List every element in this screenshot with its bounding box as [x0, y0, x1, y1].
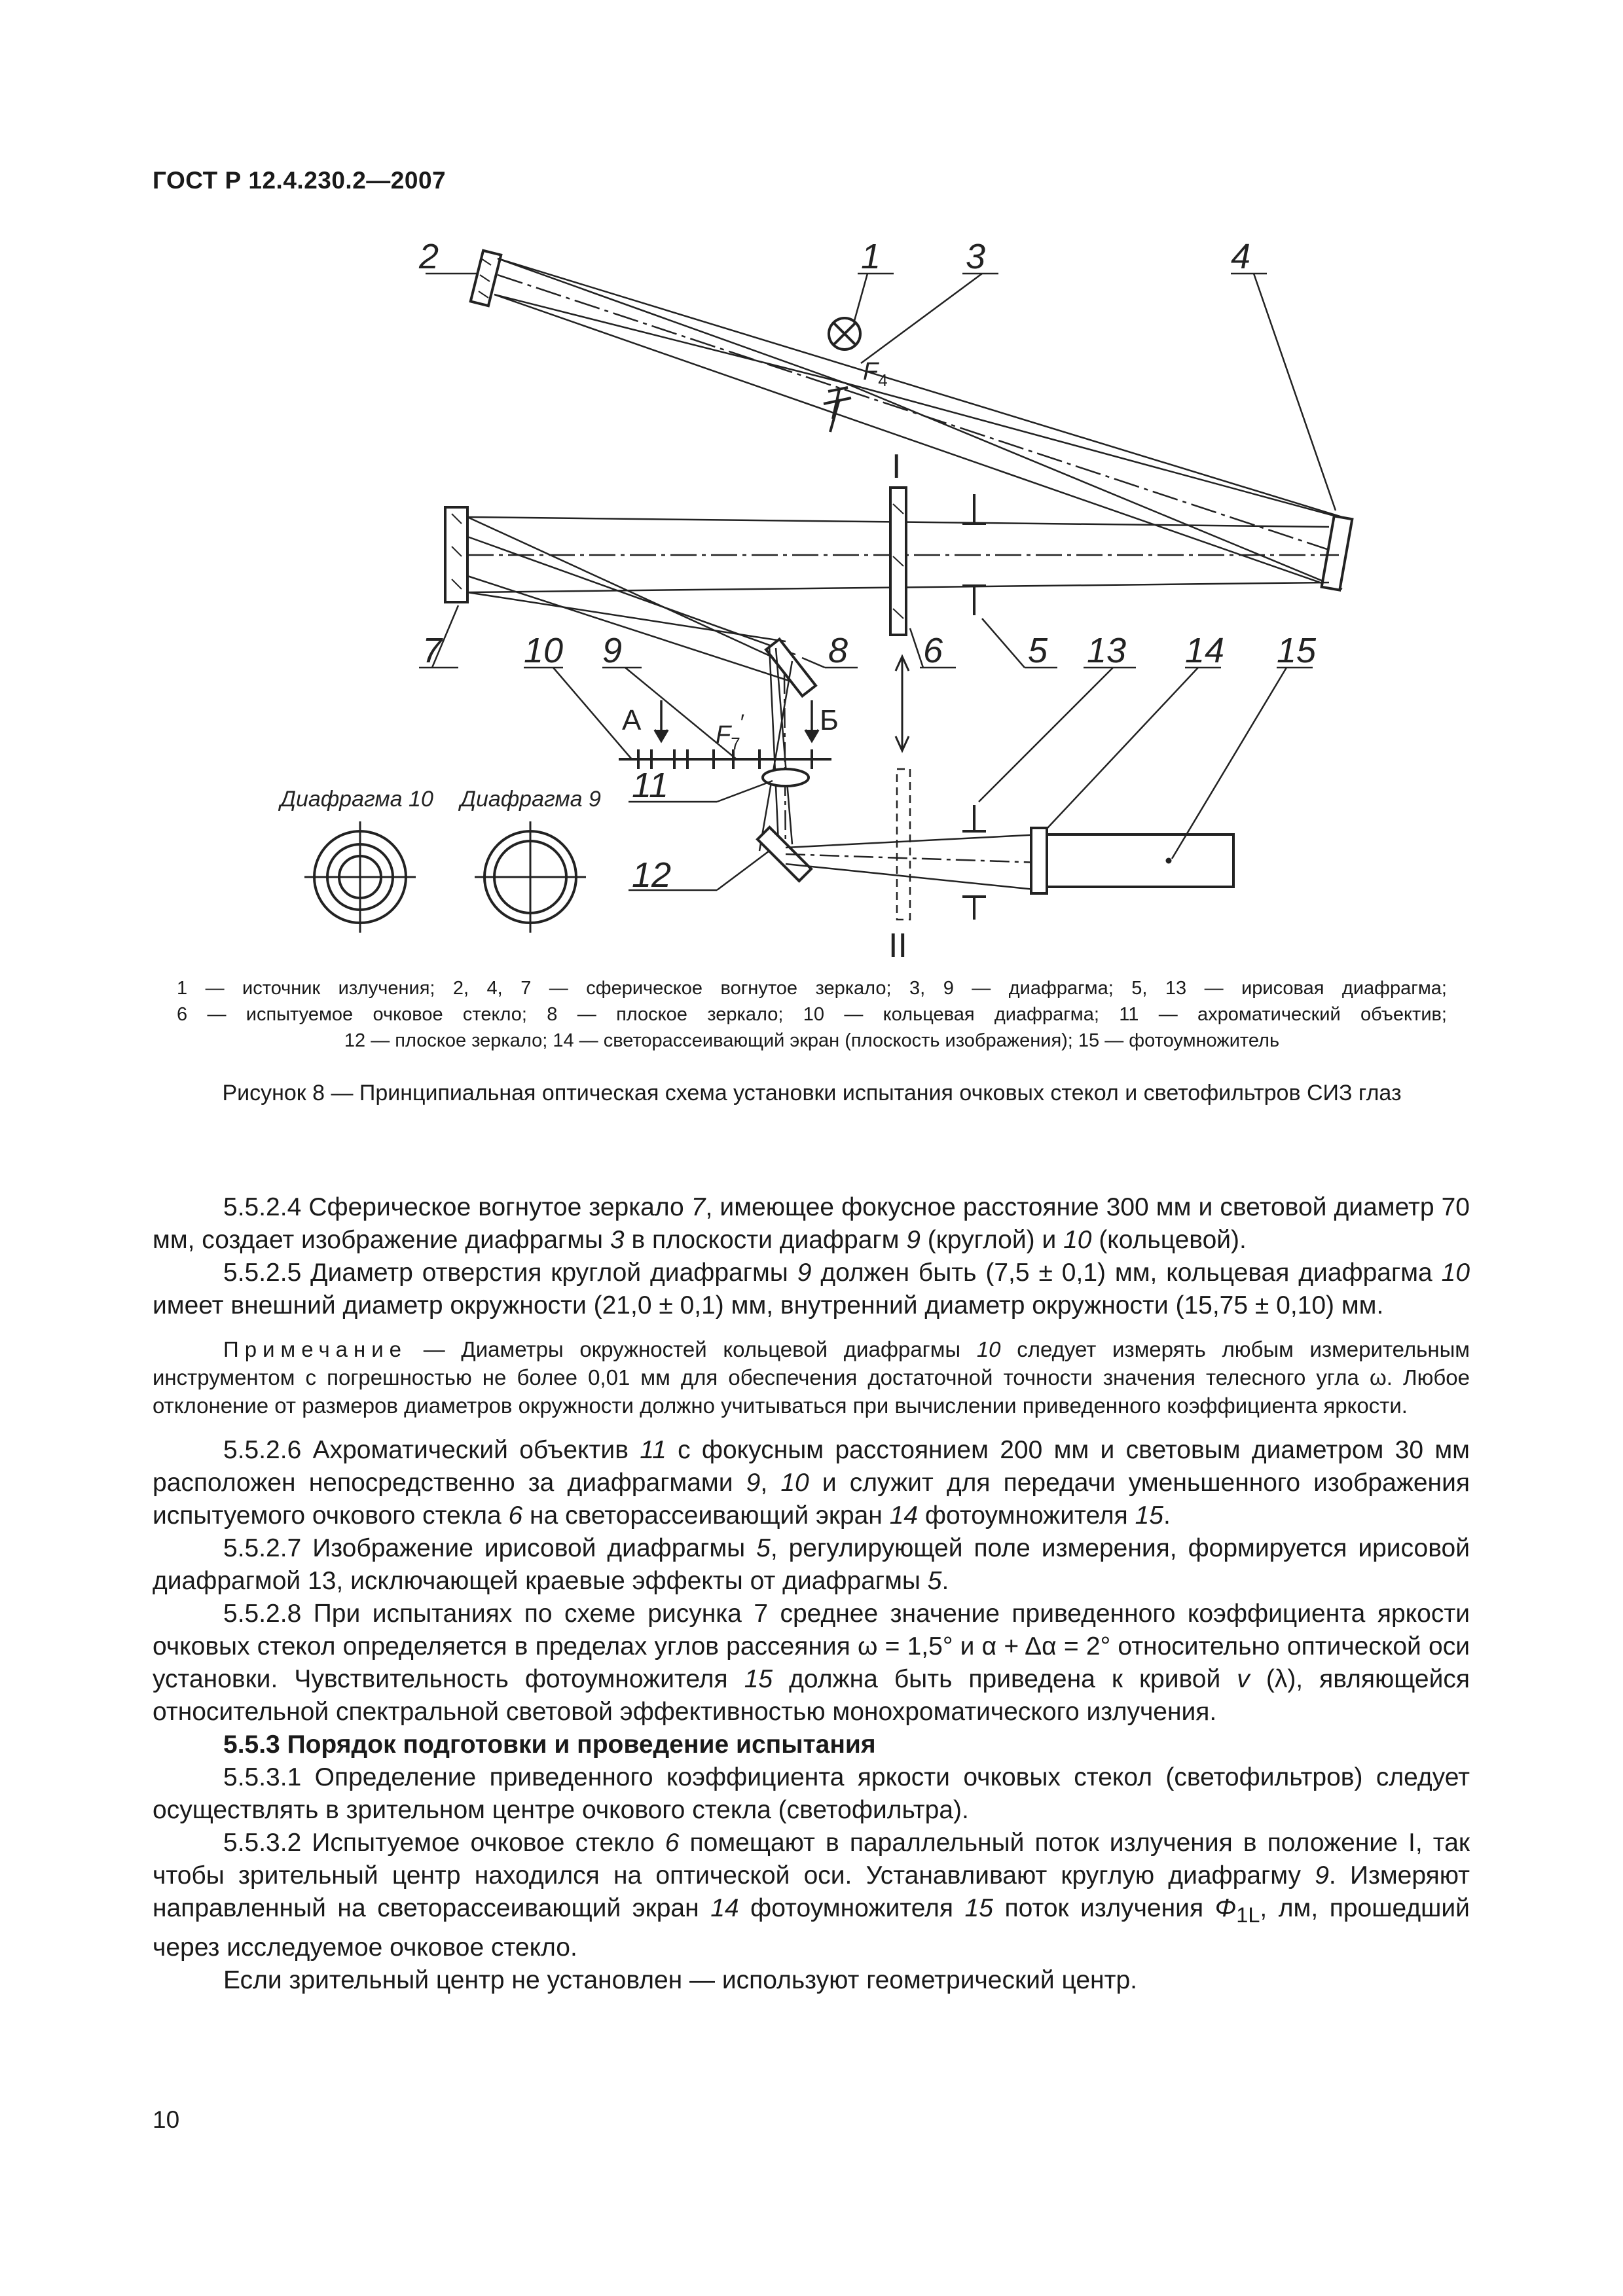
photomultiplier-15 — [1047, 834, 1233, 887]
label-14: 14 — [1185, 631, 1225, 670]
paragraph-5-5-2-8: 5.5.2.8 При испытаниях по схеме рисунка 7 среднее значение приведенного коэффициента яркости очковых стекол определяется в пределах углов рассеяния ω = 1,5° и α + Δα = 2° относительно оптической оси установки. Чувствительность фотоумножителя 15 должна быть приведена к кривой v (λ), являющейся относительной спектральной световой эффективностью монохроматического излучения. — [153, 1600, 1470, 1726]
mirror-7 — [445, 507, 467, 602]
page-number: 10 — [153, 2106, 180, 2133]
figure-legend — [177, 975, 1447, 1054]
label-position-I: I — [892, 448, 902, 486]
figure-caption: Рисунок 8 — Принципиальная оптическая схема установки испытания очковых стекол и светофильтров СИЗ глаз — [222, 1081, 1402, 1105]
lens-11 — [763, 769, 809, 786]
diaphragm-9-symbol — [475, 821, 586, 933]
label-5: 5 — [1028, 631, 1048, 670]
document-header: ГОСТ Р 12.4.230.2—2007 — [153, 167, 447, 194]
label-15: 15 — [1277, 631, 1317, 670]
test-glass-position-I — [890, 488, 906, 635]
label-9: 9 — [602, 631, 623, 670]
legend-line: 12 — плоское зеркало; 14 — светорассеивающий экран (плоскость изображения); 15 — фотоумножитель — [344, 1030, 1280, 1051]
label-diaphragm-9: Диафрагма 9 — [460, 787, 601, 812]
arrow-B — [805, 700, 818, 741]
paragraph-5-5-2-4: 5.5.2.4 Сферическое вогнутое зеркало 7, имеющее фокусное расстояние 300 мм и световой диаметр 70 мм, создает изображение диафрагмы 3 в плоскости диафрагм 9 (круглой) и 10 (кольцевой). — [153, 1193, 1470, 1254]
source-1 — [829, 318, 860, 350]
arrow-A — [655, 700, 668, 741]
label-12: 12 — [632, 855, 672, 895]
iris-diaphragm-13 — [962, 805, 986, 920]
label-7: 7 — [422, 631, 443, 670]
paragraph-5-5-3-1: 5.5.3.1 Определение приведенного коэффициента яркости очковых стекол (светофильтров) следует осуществлять в зрительном центре очкового стекла (светофильтра). — [153, 1763, 1470, 1824]
label-2: 2 — [419, 237, 439, 276]
label-13: 13 — [1087, 631, 1127, 670]
paragraph-5-5-2-7: 5.5.2.7 Изображение ирисовой диафрагмы 5, регулирующей поле измерения, формируется ирисовой диафрагмой 13, исключающей краевые эффекты от диафрагмы 5. — [153, 1534, 1470, 1595]
label-B: Б — [820, 704, 839, 736]
paragraph-5-5-2-5: 5.5.2.5 Диаметр отверстия круглой диафрагмы 9 должен быть (7,5 ± 0,1) мм, кольцевая диафрагма 10 имеет внешний диаметр окружности (21,0 ± 0,1) мм, внутренний диаметр окружности (15,75 ± 0,10) мм. — [153, 1259, 1470, 1319]
diaphragm-3 — [824, 387, 851, 432]
note: Примечание — Диаметры окружностей кольцевой диафрагмы 10 следует измерять любым измерительным инструментом с погрешностью не более 0,01 мм для обеспечения достаточной точности значения телесного угла ω. Любое отклонение от размеров диаметров окружности должно учитываться при вычислении приведенного коэффициента яркости. — [153, 1337, 1470, 1418]
legend-line: 1 — источник излучения; 2, 4, 7 — сферическое вогнутое зеркало; 3, 9 — диафрагма; 5, 13 — ирисовая диафрагма; — [177, 978, 1447, 999]
label-4: 4 — [1231, 237, 1251, 276]
label-11: 11 — [632, 766, 669, 805]
beam-12-14 — [786, 834, 1041, 890]
legend-line: 6 — испытуемое очковое стекло; 8 — плоское зеркало; 10 — кольцевая диафрагма; 11 — ахроматический объектив; — [177, 1004, 1447, 1025]
label-8: 8 — [828, 631, 848, 670]
optical-scheme-diagram — [0, 0, 1623, 969]
document-body — [153, 1191, 1470, 1997]
label-10: 10 — [524, 631, 564, 670]
beam-2-4 — [494, 259, 1342, 589]
diaphragm-10-symbol — [304, 821, 416, 933]
section-heading-5-5-3: 5.5.3 Порядок подготовки и проведение испытания — [223, 1731, 876, 1759]
label-F4: $F_4$ — [863, 358, 888, 390]
move-arrow — [896, 656, 909, 751]
mirror-2 — [471, 251, 501, 306]
paragraph-5-5-3-2: 5.5.3.2 Испытуемое очковое стекло 6 помещают в параллельный поток излучения в положение I, так чтобы зрительный центр находился на оптической оси. Устанавливают круглую диафрагму 9. Измеряют направленный на светорассеивающий экран 14 фотоумножителя 15 поток излучения $\Phi_{1L}$, лм, прошедший через исследуемое очковое стекло. — [153, 1829, 1470, 1962]
paragraph-geometric-center: Если зрительный центр не установлен — используют геометрический центр. — [223, 1965, 1137, 1994]
paragraph-5-5-2-6: 5.5.2.6 Ахроматический объектив 11 с фокусным расстоянием 200 мм и световым диаметром 30 мм расположен непосредственно за диафрагмами 9, 10 и служит для передачи уменьшенного изображения испытуемого очкового стекла 6 на светорассеивающий экран 14 фотоумножителя 15. — [153, 1436, 1470, 1530]
label-position-II: II — [888, 927, 907, 965]
label-diaphragm-10: Диафрагма 10 — [280, 787, 433, 812]
label-3: 3 — [966, 237, 986, 276]
label-1: 1 — [861, 237, 881, 276]
label-A: А — [622, 704, 642, 736]
test-glass-position-II — [897, 769, 910, 920]
label-F7-prime: $F_7'$ — [716, 710, 745, 753]
label-6: 6 — [923, 631, 943, 670]
screen-14 — [1031, 828, 1047, 893]
